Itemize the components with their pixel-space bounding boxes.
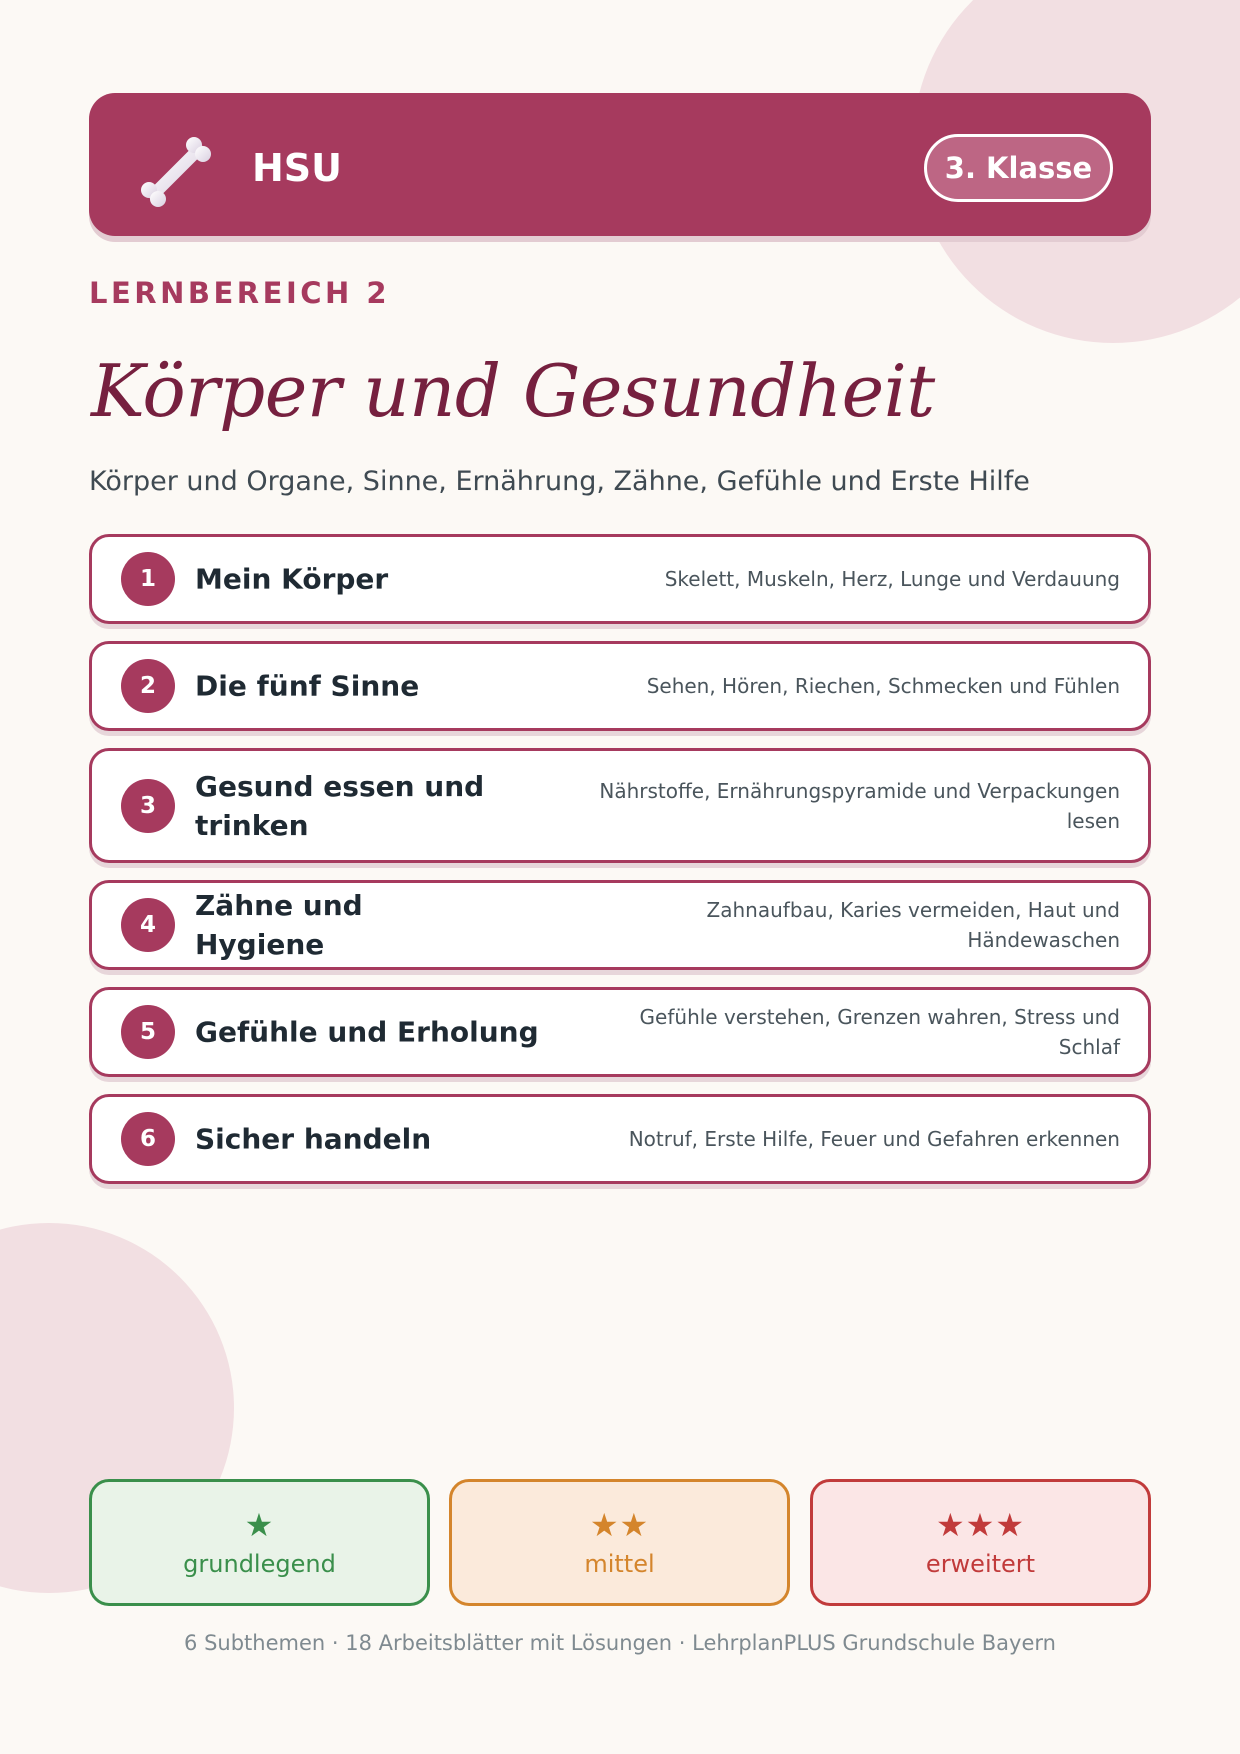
- grade-badge: 3. Klasse: [924, 134, 1113, 202]
- level-basic: [89, 1479, 430, 1606]
- topic-description: Skelett, Muskeln, Herz, Lunge und Verdauung: [664, 567, 1120, 591]
- topic-name: Sicher handeln: [195, 1122, 432, 1156]
- topic-number: 5: [121, 1005, 175, 1059]
- topic-name: Gefühle und Erholung: [195, 1015, 539, 1049]
- topic-list: [89, 534, 1151, 1201]
- topic-number: 2: [121, 659, 175, 713]
- topic-card[interactable]: [89, 987, 1151, 1077]
- star-icon: ★: [244, 1505, 275, 1544]
- star-icon: ★★★: [935, 1505, 1026, 1544]
- level-name: mittel: [584, 1549, 655, 1578]
- topic-description: Gefühle verstehen, Grenzen wahren, Stress und Schlaf: [639, 1005, 1120, 1059]
- subject-label: HSU: [252, 146, 343, 190]
- topic-number: 4: [121, 898, 175, 952]
- topic-description: Nährstoffe, Ernährungspyramide und Verpackungen lesen: [599, 778, 1120, 833]
- topic-number: 3: [121, 779, 175, 833]
- topic-card[interactable]: [89, 880, 1151, 970]
- topic-name: Zähne und Hygiene: [195, 889, 363, 961]
- difficulty-legend: [89, 1479, 1151, 1606]
- bone-icon: [136, 132, 216, 212]
- level-advanced: [810, 1479, 1151, 1606]
- topic-card[interactable]: [89, 748, 1151, 863]
- page-title: Körper und Gesundheit: [91, 349, 935, 433]
- topic-card[interactable]: [89, 641, 1151, 731]
- topic-number: 6: [121, 1112, 175, 1166]
- star-icon: ★★: [589, 1505, 650, 1544]
- level-medium: [449, 1479, 790, 1606]
- topic-name: Gesund essen und trinken: [195, 769, 485, 842]
- level-name: grundlegend: [183, 1549, 336, 1578]
- topic-card[interactable]: [89, 534, 1151, 624]
- topic-name: Die fünf Sinne: [195, 669, 420, 703]
- topic-description: Zahnaufbau, Karies vermeiden, Haut und Händewaschen: [706, 898, 1120, 952]
- level-name: erweitert: [925, 1549, 1036, 1578]
- topic-description: Notruf, Erste Hilfe, Feuer und Gefahren erkennen: [628, 1127, 1120, 1151]
- learning-area-label: LERNBEREICH 2: [89, 276, 391, 310]
- topic-name: Mein Körper: [195, 562, 389, 596]
- page-subtitle: Körper und Organe, Sinne, Ernährung, Zähne, Gefühle und Erste Hilfe: [89, 466, 1030, 497]
- footer-note: 6 Subthemen · 18 Arbeitsblätter mit Lösungen · LehrplanPLUS Grundschule Bayern: [184, 1631, 1056, 1655]
- topic-number: 1: [121, 552, 175, 606]
- topic-card[interactable]: [89, 1094, 1151, 1184]
- topic-description: Sehen, Hören, Riechen, Schmecken und Fühlen: [646, 674, 1120, 698]
